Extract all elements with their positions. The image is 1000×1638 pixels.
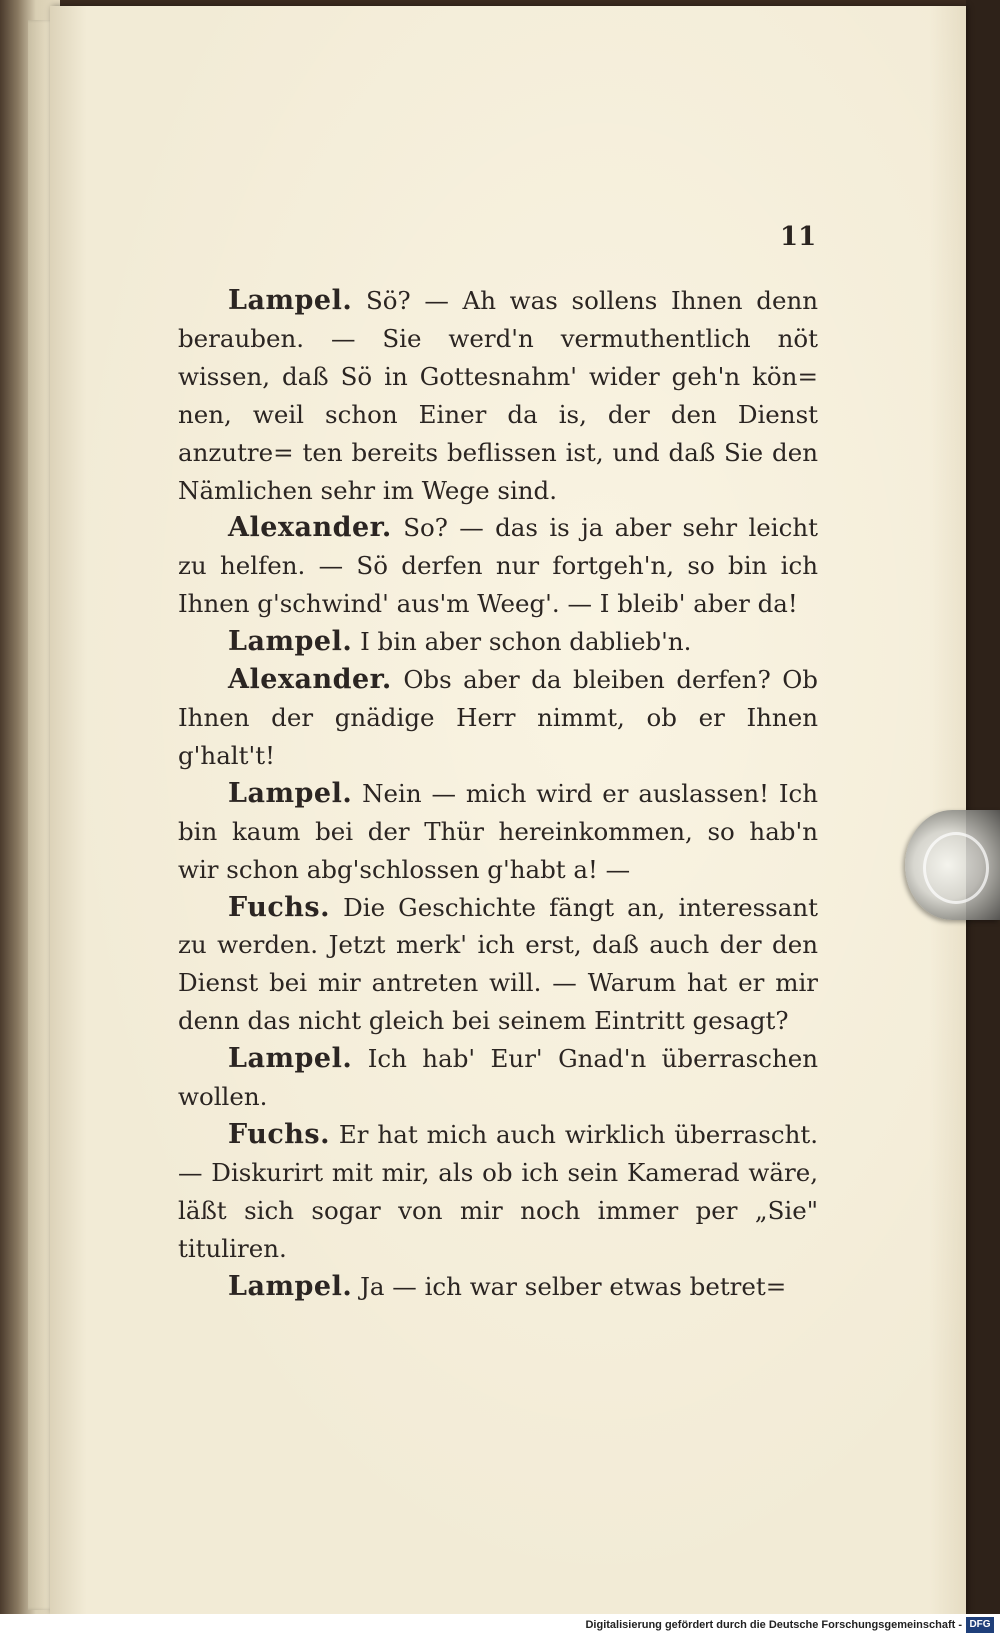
speaker-name: Lampel. <box>228 626 353 658</box>
dialogue-paragraph <box>178 889 818 1041</box>
funding-notice: Digitalisierung gefördert durch die Deutsche Forschungsgemeinschaft - <box>585 1619 962 1631</box>
speaker-name: Lampel. <box>228 777 353 809</box>
speaker-name: Lampel. <box>228 1043 353 1075</box>
dialogue-paragraph <box>178 1040 818 1116</box>
dialogue-paragraph <box>178 282 818 509</box>
speaker-name: Fuchs. <box>228 1118 330 1150</box>
dialogue-line: Nein — mich wird er auslassen! Ich bin kaum bei der Thür hereinkommen, so hab'n wir schon abg'schlossen g'habt a! — <box>178 778 818 884</box>
speaker-name: Lampel. <box>228 285 353 316</box>
dialogue-paragraph <box>178 1268 818 1306</box>
dialogue-text-block <box>178 282 818 1305</box>
dialogue-paragraph <box>178 623 818 661</box>
speaker-name: Alexander. <box>228 512 392 544</box>
dialogue-line: So? — das is ja aber sehr leicht zu helfen. — Sö derfen nur fortgeh'n, so bin ich Ihnen g'schwind' aus'm Weeg'. — I bleib' aber da! <box>178 513 818 619</box>
dialogue-paragraph <box>178 509 818 623</box>
dialogue-line: Ich hab' Eur' Gnad'n überraschen wollen. <box>178 1044 818 1112</box>
dialogue-line: Die Geschichte fängt an, interessant zu werden. Jetzt merk' ich erst, daß auch der den Dienst bei mir antreten will. — Warum hat er mir denn das nicht gleich bei seinem Eintritt gesagt? <box>178 892 818 1036</box>
dialogue-paragraph <box>178 1116 818 1268</box>
speaker-name: Alexander. <box>228 664 392 696</box>
dfg-logo-icon: DFG <box>966 1617 994 1633</box>
digitization-footer <box>0 1614 1000 1638</box>
dialogue-paragraph <box>178 775 818 889</box>
speaker-name: Fuchs. <box>228 891 330 923</box>
speaker-name: Lampel. <box>228 1270 353 1302</box>
dialogue-line: Sö? — Ah was sollens Ihnen denn berauben. — Sie werd'n vermuthentlich nöt wissen, daß Sö in Gottesnahm' wider geh'n kön= nen, weil schon Einer da is, der den Dienst anzutre= ten bereits beflissen ist, und daß Sie den Nämlichen sehr im Wege sind. <box>178 286 818 505</box>
dialogue-line: I bin aber schon dablieb'n. <box>360 627 692 657</box>
dialogue-line: Ja — ich war selber etwas betret= <box>360 1271 787 1301</box>
page-number: 11 <box>780 222 817 252</box>
page-clip <box>905 810 1000 920</box>
dialogue-paragraph <box>178 661 818 775</box>
clip-loop <box>923 832 989 904</box>
dialogue-line: Obs aber da bleiben derfen? Ob Ihnen der gnädige Herr nimmt, ob er Ihnen g'halt't! <box>178 665 818 770</box>
dialogue-line: Er hat mich auch wirklich überrascht. — Diskurirt mit mir, als ob ich sein Kamerad wäre, läßt sich sogar von mir noch immer per „Sie" tituliren. <box>178 1119 818 1263</box>
